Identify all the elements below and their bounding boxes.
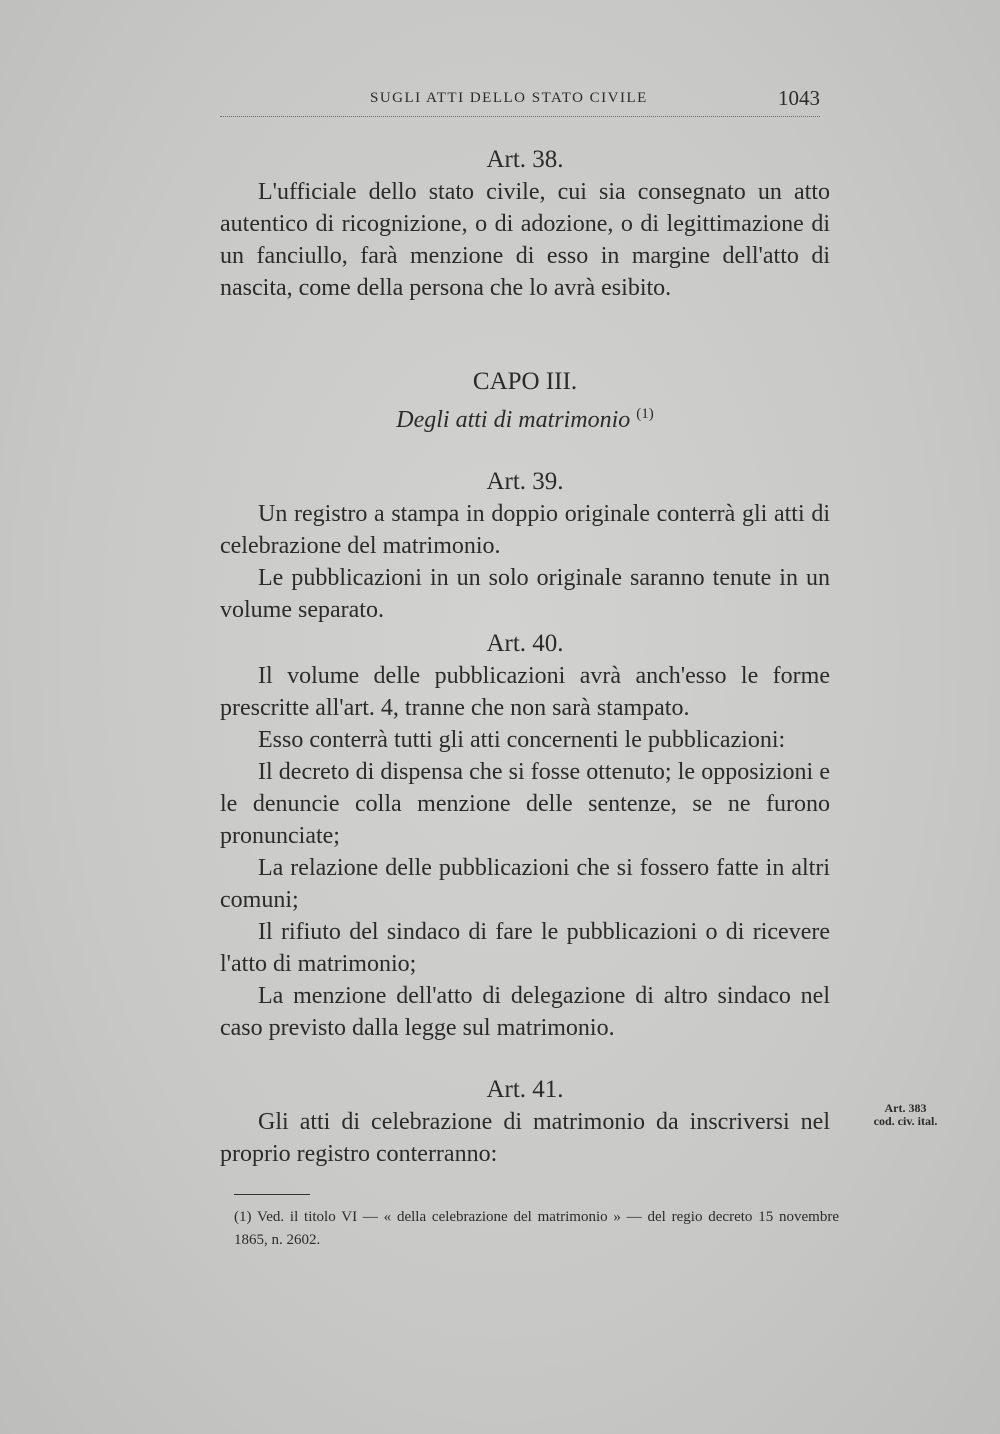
article-41 <box>220 1074 830 1170</box>
running-title: SUGLI ATTI DELLO STATO CIVILE <box>370 90 648 106</box>
article-39-paragraph-2: Le pubblicazioni in un solo originale saranno tenute in un volume separato. <box>220 565 830 623</box>
page-number: 1043 <box>778 86 820 110</box>
chapter-block <box>220 366 830 436</box>
article-40-paragraph-1: Il volume delle pubblicazioni avrà anch'esso le forme prescritte all'art. 4, tranne che non sarà stampato. <box>220 663 830 721</box>
margin-note-code: cod. civ. ital. <box>873 1114 938 1128</box>
footnote: (1) Ved. il titolo VI — « della celebrazione del matrimonio » — del regio decreto 15 novembre 1865, n. 2602. <box>234 1209 839 1248</box>
article-39 <box>220 466 830 626</box>
margin-note-article: Art. 383 <box>884 1101 927 1115</box>
article-39-heading: Art. 39. <box>486 468 564 495</box>
article-40-paragraph-4: La relazione delle pubblicazioni che si fossero fatte in altri comuni; <box>220 855 830 913</box>
margin-note <box>858 1102 953 1128</box>
article-40-paragraph-3: Il decreto di dispensa che si fosse ottenuto; le opposizioni e le denuncie colla menzione delle sentenze, se ne furono pronunciate; <box>220 759 830 849</box>
article-39-paragraph-1: Un registro a stampa in doppio originale conterrà gli atti di celebrazione del matrimonio. <box>220 501 830 559</box>
article-40-paragraph-2: Esso conterrà tutti gli atti concernenti le pubblicazioni: <box>258 727 786 753</box>
footnote-reference: (1) <box>636 406 654 422</box>
article-38-text: L'ufficiale dello stato civile, cui sia consegnato un atto autentico di ricognizione, o di adozione, o di legittimazione di un fanciullo, farà menzione di esso in margine dell'atto di nascita, come della persona che lo avrà esibito. <box>220 179 830 301</box>
chapter-subtitle-text: Degli atti di matrimonio <box>396 407 631 433</box>
article-41-heading: Art. 41. <box>486 1076 564 1103</box>
article-40 <box>220 628 830 1044</box>
article-38-heading: Art. 38. <box>486 146 564 173</box>
chapter-subtitle <box>220 398 830 436</box>
chapter-heading: CAPO III. <box>472 368 578 395</box>
article-38 <box>220 144 830 304</box>
article-40-paragraph-6: La menzione dell'atto di delegazione di altro sindaco nel caso previsto dalla legge sul matrimonio. <box>220 983 830 1041</box>
article-40-heading: Art. 40. <box>486 630 564 657</box>
article-40-paragraph-5: Il rifiuto del sindaco di fare le pubblicazioni o di ricevere l'atto di matrimonio; <box>220 919 830 977</box>
article-41-text: Gli atti di celebrazione di matrimonio da inscriversi nel proprio registro conterranno: <box>220 1109 830 1167</box>
footnote-divider <box>234 1194 310 1195</box>
running-head <box>220 86 820 117</box>
